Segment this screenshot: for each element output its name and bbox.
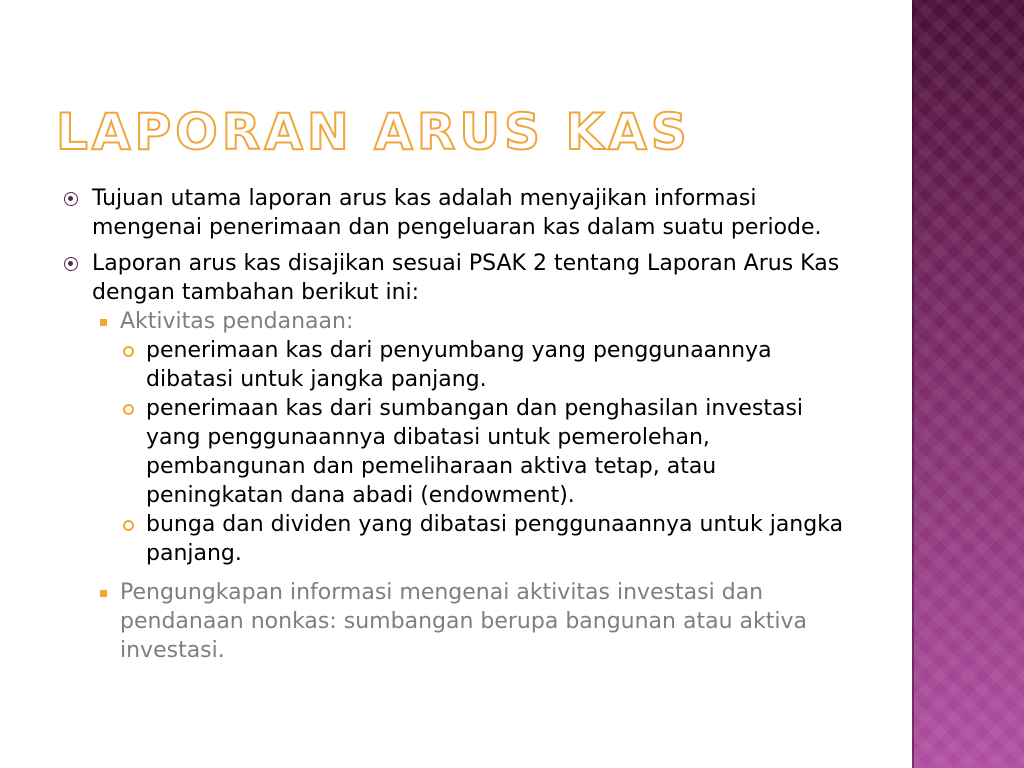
sub-sub-bullet-item [120,336,860,394]
circle-bullet-icon [64,257,78,271]
square-bullet-icon [100,590,107,597]
sub-sub-bullet-item [120,394,860,510]
ring-bullet-icon [123,404,134,415]
bullet-item [64,184,860,242]
ring-bullet-icon [123,520,134,531]
sub-sub-bullet-text: penerimaan kas dari sumbangan dan penghasilan investasi yang penggunaannya dibatasi untuk pemerolehan, pembangunan dan pemeliharaan aktiva tetap, atau peningkatan dana abadi (endowment). [146,396,804,508]
sidebar-edge [912,0,914,768]
sub-bullet-text: Pengungkapan informasi mengenai aktivitas investasi dan pendanaan nonkas: sumbangan berupa bangunan atau aktiva investasi. [120,580,807,663]
circle-bullet-icon [64,192,78,206]
square-bullet-icon [100,319,107,326]
sub-sub-bullet-text: penerimaan kas dari penyumbang yang penggunaannya dibatasi untuk jangka panjang. [146,338,772,392]
sub-bullet-text: Aktivitas pendanaan: [120,309,354,334]
slide-title: LAPORAN ARUS KAS [56,103,691,161]
sub-bullet-item [92,578,860,665]
decorative-sidebar [912,0,1024,768]
bullet-list [64,184,860,665]
bullet-text: Laporan arus kas disajikan sesuai PSAK 2 tentang Laporan Arus Kas dengan tambahan berikut ini: [92,251,840,305]
sub-sub-bullet-text: bunga dan dividen yang dibatasi penggunaannya untuk jangka panjang. [146,512,844,566]
bullet-text: Tujuan utama laporan arus kas adalah menyajikan informasi mengenai penerimaan dan pengeluaran kas dalam suatu periode. [92,186,822,240]
ring-bullet-icon [123,346,134,357]
sub-bullet-list [92,307,860,665]
sub-sub-bullet-list [120,336,860,568]
sub-sub-bullet-item [120,510,860,568]
sub-bullet-item [92,307,860,568]
bullet-item [64,249,860,665]
slide-content [64,184,860,672]
